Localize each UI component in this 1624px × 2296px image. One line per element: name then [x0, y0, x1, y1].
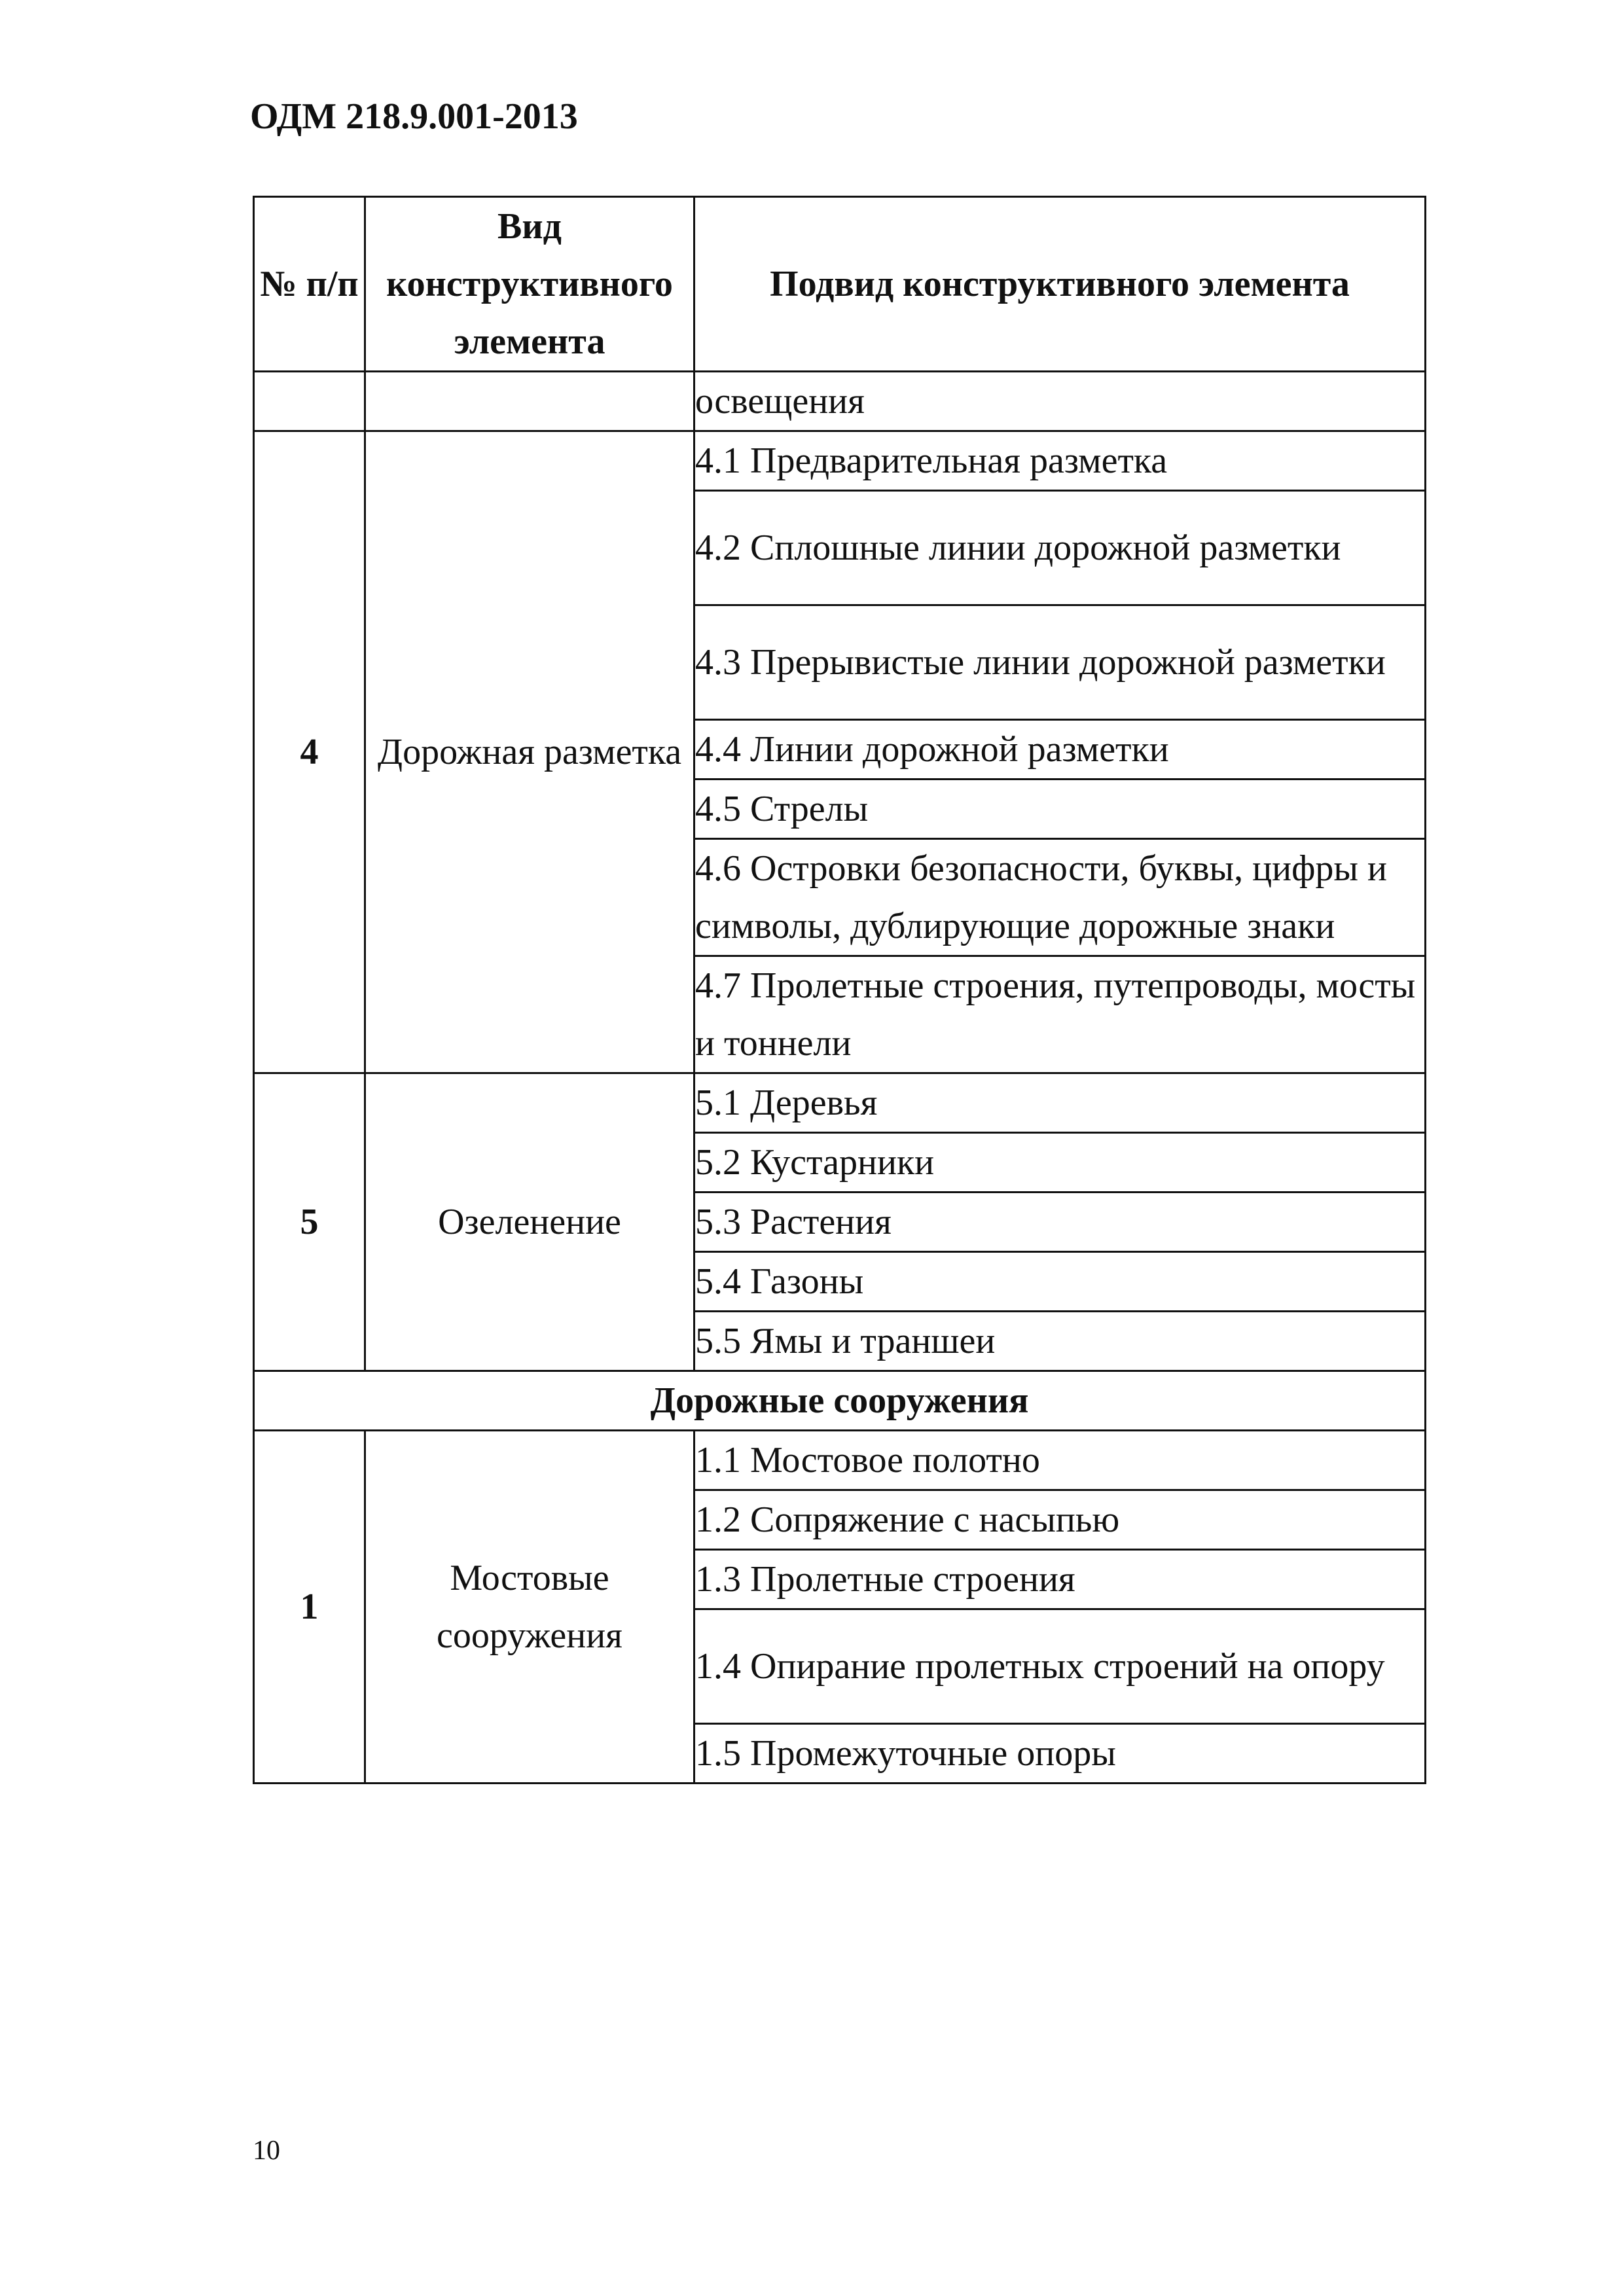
column-header-number: № п/п [254, 197, 365, 372]
row-number: 1 [254, 1431, 365, 1784]
element-subtype: 1.2 Сопряжение с насыпью [695, 1490, 1426, 1550]
table-row [254, 1431, 1426, 1490]
element-subtype: 4.1 Предварительная разметка [695, 431, 1426, 491]
element-subtype: 4.4 Линии дорожной разметки [695, 720, 1426, 780]
element-subtype: 4.7 Пролетные строения, путепроводы, мосты и тоннели [695, 956, 1426, 1073]
element-subtype: 1.4 Опирание пролетных строений на опору [695, 1609, 1426, 1724]
element-subtype: 5.1 Деревья [695, 1073, 1426, 1133]
continuation-text: освещения [695, 372, 1426, 431]
element-subtype: 1.3 Пролетные строения [695, 1550, 1426, 1609]
element-subtype: 1.5 Промежуточные опоры [695, 1724, 1426, 1784]
table-row [254, 431, 1426, 491]
table-row [254, 1073, 1426, 1133]
column-header-element-type: Вид конструктивного элемента [365, 197, 695, 372]
empty-cell [254, 372, 365, 431]
section-title: Дорожные сооружения [254, 1371, 1426, 1431]
table-header-row [254, 197, 1426, 372]
element-subtype: 5.4 Газоны [695, 1252, 1426, 1312]
row-number: 5 [254, 1073, 365, 1371]
structural-elements-table [253, 196, 1426, 1784]
element-subtype: 4.5 Стрелы [695, 780, 1426, 839]
column-header-element-subtype: Подвид конструктивного элемента [695, 197, 1426, 372]
element-subtype: 1.1 Мостовое полотно [695, 1431, 1426, 1490]
element-subtype: 4.6 Островки безопасности, буквы, цифры и символы, дублирующие дорожные знаки [695, 839, 1426, 956]
element-subtype: 5.5 Ямы и траншеи [695, 1312, 1426, 1371]
document-code: ОДМ 218.9.001-2013 [250, 96, 578, 137]
row-number: 4 [254, 431, 365, 1073]
element-type: Мостовые сооружения [365, 1431, 695, 1784]
element-type: Озеленение [365, 1073, 695, 1371]
element-subtype: 5.3 Растения [695, 1193, 1426, 1252]
continuation-row [254, 372, 1426, 431]
empty-cell [365, 372, 695, 431]
element-subtype: 4.3 Прерывистые линии дорожной разметки [695, 605, 1426, 720]
element-subtype: 5.2 Кустарники [695, 1133, 1426, 1193]
element-type: Дорожная разметка [365, 431, 695, 1073]
section-row [254, 1371, 1426, 1431]
element-subtype: 4.2 Сплошные линии дорожной разметки [695, 491, 1426, 605]
page-number: 10 [253, 2136, 280, 2166]
